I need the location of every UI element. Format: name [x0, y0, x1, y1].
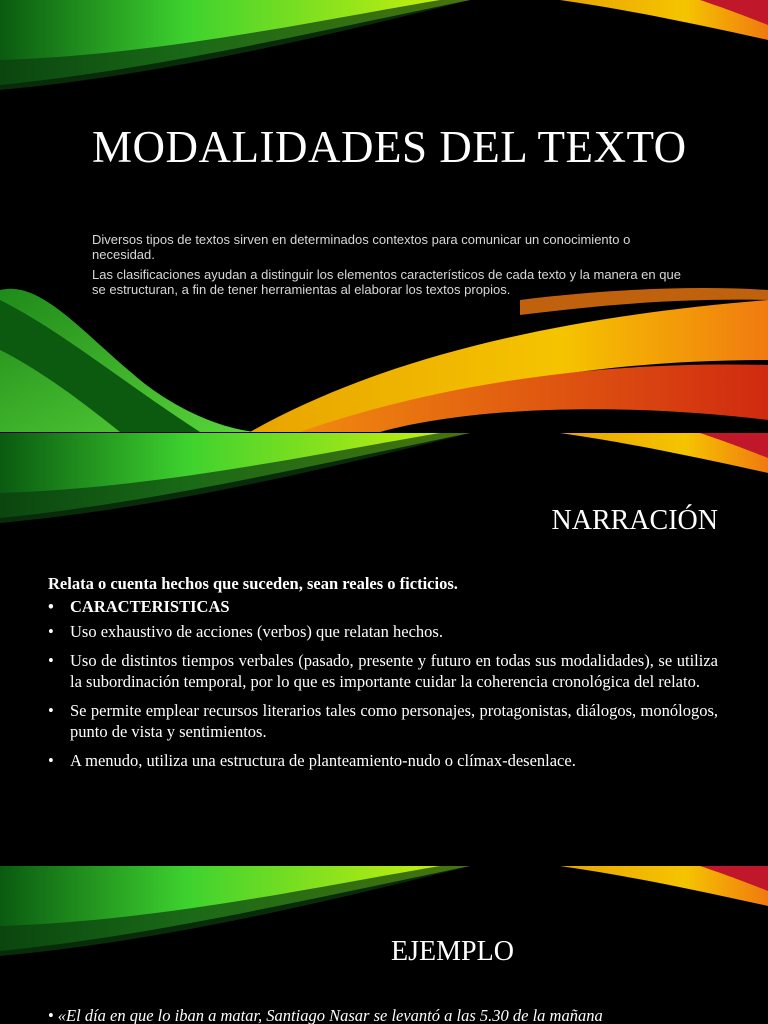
bullet-icon: •	[48, 597, 54, 616]
slide-heading: EJEMPLO	[391, 936, 514, 967]
slide-body	[48, 573, 718, 779]
list-item	[48, 596, 718, 617]
bullet-icon: •	[48, 622, 54, 641]
lead-sentence: Relata o cuenta hechos que suceden, sean reales o ficticios.	[48, 574, 458, 593]
bullet-icon: •	[48, 701, 54, 720]
slide-narracion	[0, 433, 768, 865]
quote-line	[48, 1006, 748, 1024]
slide-title	[0, 0, 768, 432]
bullet-list	[48, 596, 718, 771]
list-item: • Se permite emplear recursos literarios tales como personajes, protagonistas, diálogos, monólogos, punto de vista y sentimientos.	[48, 701, 718, 741]
slide-title-heading: MODALIDADES DEL TEXTO	[92, 122, 687, 172]
slide-title-body	[92, 232, 692, 302]
bullet-icon: •	[48, 1006, 54, 1024]
intro-paragraph-2: Las clasificaciones ayudan a distinguir los elementos característicos de cada texto y la manera en que se estructuran, a fin de tener herramientas al elaborar los textos propios.	[92, 267, 681, 297]
slide-heading: NARRACIÓN	[551, 505, 718, 536]
intro-paragraph-1: Diversos tipos de textos sirven en determinados contextos para comunicar un conocimiento o necesidad.	[92, 232, 631, 262]
section-heading: CARACTERISTICAS	[70, 597, 230, 616]
list-item: • Uso exhaustivo de acciones (verbos) que relatan hechos.	[48, 622, 443, 641]
slide-ejemplo	[0, 866, 768, 1024]
bullet-icon: •	[48, 651, 54, 670]
list-item: • Uso de distintos tiempos verbales (pasado, presente y futuro en todas sus modalidades), se utiliza la subordinación temporal, por lo que es importante cuidar la coherencia cronológica del relato.	[48, 651, 718, 691]
list-item: • A menudo, utiliza una estructura de planteamiento-nudo o clímax-desenlace.	[48, 751, 576, 770]
example-quote: «El día en que lo iban a matar, Santiago Nasar se levantó a las 5.30 de la mañana	[57, 1006, 603, 1024]
bullet-icon: •	[48, 751, 54, 770]
swoosh-decoration	[0, 0, 768, 432]
